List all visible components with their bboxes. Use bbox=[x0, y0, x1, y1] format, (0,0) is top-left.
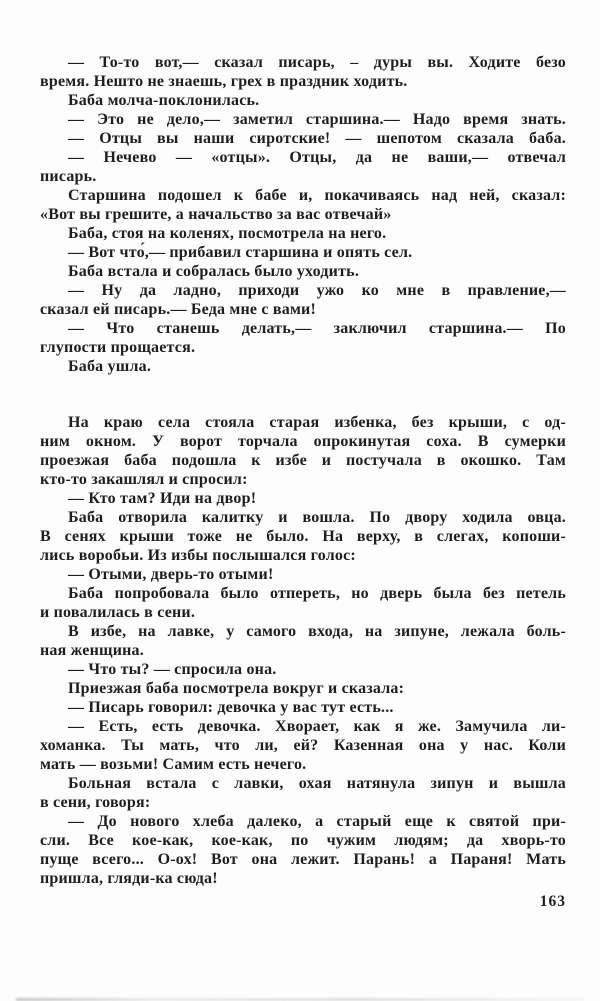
text-line: «Вот вы грешите, а начальство за вас отвечай» bbox=[40, 206, 392, 223]
text-line: — Ну да ладно, приходи ужо ко мне в правление,— bbox=[68, 282, 566, 299]
text-line: Баба встала и собралась было уходить. bbox=[68, 263, 360, 280]
text-line: — Это не дело,— заметил старшина.— Надо время знать. bbox=[68, 111, 566, 128]
text-section bbox=[40, 53, 566, 376]
text-line: Баба, стоя на коленях, посмотрела на него. bbox=[68, 225, 387, 242]
text-section bbox=[40, 413, 566, 888]
text-line: Баба ушла. bbox=[68, 358, 152, 375]
text-line: сли. Все кое-как, кое-как, по чужим людям; да хворь-то bbox=[40, 832, 566, 849]
text-line: мать — возьми! Самим есть нечего. bbox=[40, 756, 307, 773]
page-text bbox=[40, 53, 566, 888]
text-line: — То-то вот,— сказал писарь, – дуры вы. Ходите безо bbox=[68, 54, 566, 71]
text-line: В сенях крыши тоже не было. На верху, в слегах, копоши- bbox=[40, 528, 566, 545]
text-line: Баба молча-поклонилась. bbox=[68, 92, 260, 109]
text-line: — Отыми, дверь-то отыми! bbox=[68, 566, 274, 583]
text-line: писарь. bbox=[40, 168, 97, 185]
text-line: В избе, на лавке, у самого входа, на зипуне, лежала боль- bbox=[68, 623, 566, 640]
text-line: Приезжая баба посмотрела вокруг и сказала: bbox=[68, 680, 405, 697]
text-line: Баба отворила калитку и вошла. По двору ходила овца. bbox=[68, 509, 566, 526]
text-line: пришла, гляди-ка сюда! bbox=[40, 870, 218, 887]
text-line: — Отцы вы наши сиротские! — шепотом сказала баба. bbox=[68, 130, 566, 147]
text-line: — Кто там? Иди на двор! bbox=[68, 490, 257, 507]
text-line: пуще всего... О-ох! Вот она лежит. Парань! а Параня! Мать bbox=[40, 851, 566, 868]
text-line: — Вот что́,— прибавил старшина и опять сел. bbox=[68, 244, 413, 261]
text-line: ним окном. У ворот торчала опрокинутая соха. В сумерки bbox=[40, 433, 566, 450]
text-line: лись воробьи. Из избы послышался голос: bbox=[40, 547, 356, 564]
text-line: — Нечево — «отцы». Отцы, да не ваши,— отвечал bbox=[68, 149, 566, 166]
text-line: — До нового хлеба далеко, а старый еще к святой при- bbox=[68, 813, 566, 830]
text-line: в сени, говоря: bbox=[40, 794, 151, 811]
text-line: ная женщина. bbox=[40, 642, 144, 659]
text-line: Больная встала с лавки, охая натянула зипун и вышла bbox=[68, 775, 566, 792]
page-number: 163 bbox=[539, 893, 566, 910]
text-line: глупости прощается. bbox=[40, 339, 196, 356]
text-line: кто-то закашлял и спросил: bbox=[40, 471, 248, 488]
text-line: Баба попробовала было отпереть, но дверь была без петель bbox=[68, 585, 566, 602]
text-line: — Писарь говорил: девочка у вас тут есть... bbox=[68, 699, 394, 716]
text-line: и повалилась в сени. bbox=[40, 604, 196, 621]
text-line: хоманка. Ты мать, что ли, ей? Казенная она у нас. Коли bbox=[40, 737, 566, 754]
text-line: Старшина подошел к бабе и, покачиваясь над ней, сказал: bbox=[68, 187, 566, 204]
text-line: сказал ей писарь.— Беда мне с вами! bbox=[40, 301, 317, 318]
text-line: На краю села стояла старая избенка, без крыши, с од- bbox=[68, 414, 566, 431]
text-line: — Что ты? — спросила она. bbox=[68, 661, 277, 678]
text-line: — Есть, есть девочка. Хворает, как я же. Замучила ли- bbox=[68, 718, 566, 735]
text-line: проезжая баба подошла к избе и постучала в окошко. Там bbox=[40, 452, 566, 469]
text-line: — Что станешь делать,— заключил старшина.— По bbox=[68, 320, 566, 337]
text-line: время. Нешто не знаешь, грех в праздник ходить. bbox=[40, 73, 408, 90]
